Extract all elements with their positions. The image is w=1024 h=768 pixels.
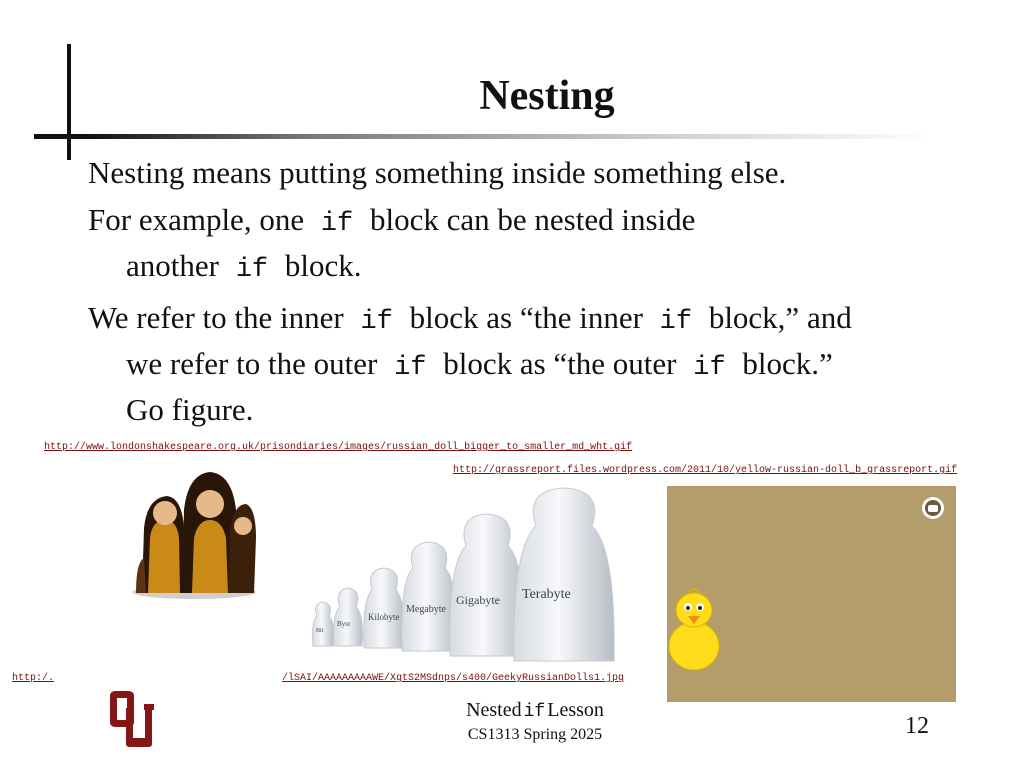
bullet-3-text-a: We refer to the inner bbox=[88, 300, 344, 335]
white-dolls-illustration bbox=[282, 486, 668, 678]
code-keyword: if bbox=[360, 307, 393, 337]
footer-code-keyword: if bbox=[523, 702, 546, 722]
page-number: 12 bbox=[905, 713, 929, 739]
bullet-3-text-f: block.” bbox=[742, 346, 833, 381]
bullet-3 bbox=[88, 297, 988, 430]
bullet-2-text-a: For example, one bbox=[88, 202, 305, 237]
bullet-3-text-e: block as “the outer bbox=[443, 346, 677, 381]
decorative-horizontal-rule bbox=[34, 134, 934, 139]
geeky-russian-dolls-image bbox=[282, 486, 668, 678]
image-credit-link-1[interactable]: http://www.londonshakespeare.org.uk/prisondiaries/images/russian_doll_bigger_to_smaller_md_wht.gif bbox=[44, 442, 633, 453]
bullet-1 bbox=[88, 152, 988, 193]
bullet-2-text-d: block. bbox=[284, 248, 362, 283]
bullet-3-text-b: block as “the inner bbox=[409, 300, 643, 335]
footer-lesson-title bbox=[400, 699, 670, 722]
slide-title: Nesting bbox=[479, 73, 615, 119]
wooden-dolls-illustration bbox=[122, 468, 262, 600]
doll-label-terabyte: Terabyte bbox=[522, 587, 571, 602]
image-credit-link-2[interactable]: http://grassreport.files.wordpress.com/2011/10/yellow-russian-doll_b_grassreport.gif bbox=[453, 465, 958, 476]
bullet-2-text-c: another bbox=[126, 248, 219, 283]
code-keyword: if bbox=[659, 307, 693, 337]
footer-lesson-pre: Nested bbox=[466, 699, 522, 721]
image-credit-link-3-start[interactable]: http:/. bbox=[12, 673, 55, 684]
bullet-2-text-b: block can be nested inside bbox=[369, 202, 696, 237]
bullet-1-text: Nesting means putting something inside something else. bbox=[88, 155, 787, 190]
bullet-2 bbox=[88, 199, 988, 291]
code-keyword: if bbox=[320, 209, 354, 239]
doll-label-kilobyte: Kilobyte bbox=[368, 612, 400, 622]
code-keyword: if bbox=[693, 353, 726, 383]
footer-course: CS1313 Spring 2025 bbox=[467, 726, 603, 743]
doll-label-gigabyte: Gigabyte bbox=[456, 593, 500, 607]
code-keyword: if bbox=[394, 353, 427, 383]
doll-label-byte: Byte bbox=[337, 620, 351, 628]
doll-label-megabyte: Megabyte bbox=[406, 604, 446, 615]
bullet-3-text-d: we refer to the outer bbox=[126, 346, 378, 381]
footer-lesson-post: Lesson bbox=[547, 699, 604, 721]
ou-logo bbox=[108, 690, 158, 748]
code-keyword: if bbox=[235, 255, 269, 285]
slide-body bbox=[88, 152, 988, 436]
bullet-3-text-g: Go figure. bbox=[126, 392, 254, 427]
doll-label-bit: Bit bbox=[316, 628, 324, 634]
yellow-doll-illustration bbox=[631, 486, 956, 702]
bullet-3-text-c: block,” and bbox=[708, 300, 852, 335]
yellow-russian-doll-image bbox=[631, 486, 956, 702]
image-credit-link-3-end[interactable]: /lSAI/AAAAAAAAAWE/XgtS2MSdnps/s400/GeekyRussianDolls1.jpg bbox=[282, 673, 625, 684]
wooden-nesting-dolls-image bbox=[122, 468, 262, 600]
